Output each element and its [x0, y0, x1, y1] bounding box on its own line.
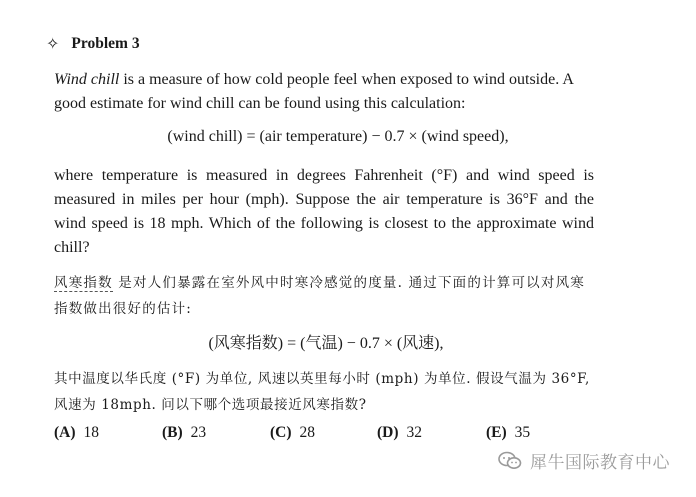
chinese-term: 风寒指数	[54, 275, 113, 291]
choice-c-label: (C)	[270, 424, 292, 441]
choice-b[interactable]	[162, 424, 206, 442]
choice-e-value: 35	[514, 424, 531, 441]
choice-d-value: 32	[406, 424, 423, 441]
choice-d-label: (D)	[377, 424, 399, 441]
choice-b-value: 23	[190, 424, 207, 441]
watermark-text: 犀牛国际教育中心	[530, 453, 670, 473]
choice-b-label: (B)	[162, 424, 183, 441]
english-term: Wind chill	[54, 71, 120, 88]
choice-c-value: 28	[299, 424, 316, 441]
english-formula: (wind chill) = (air temperature) − 0.7 × (wind speed),	[167, 128, 509, 145]
chinese-intro-text: 是对人们暴露在室外风中时寒冷感觉的度量. 通过下面的计算可以对风寒指数做出很好的估计:	[54, 275, 585, 317]
wechat-icon	[498, 451, 522, 471]
choice-a-label: (A)	[54, 424, 76, 441]
chinese-intro	[54, 270, 594, 322]
problem-heading	[46, 34, 140, 53]
choice-a-value: 18	[83, 424, 100, 441]
english-body: where temperature is measured in degrees Fahrenheit (°F) and wind speed is measured in miles per hour (mph). Suppose the air temperature is 36°F and the wind speed is 18 mph. Which of the following is closest to the approximate wind chill?	[54, 167, 594, 256]
problem-title: Problem 3	[71, 34, 140, 52]
choice-c[interactable]	[270, 424, 315, 442]
diamond-bullet-icon: ✧	[46, 34, 60, 53]
choice-e[interactable]	[486, 424, 530, 442]
english-intro-text: is a measure of how cold people feel when exposed to wind outside. A good estimate for wind chill can be found using this calculation:	[54, 71, 573, 112]
choice-e-label: (E)	[486, 424, 507, 441]
chinese-formula: (风寒指数) = (气温) − 0.7 × (风速),	[208, 335, 444, 352]
choice-a[interactable]	[54, 424, 99, 442]
choice-d[interactable]	[377, 424, 422, 442]
chinese-body: 其中温度以华氏度 (°F) 为单位, 风速以英里每小时 (mph) 为单位. 假设气温为 36°F, 风速为 18mph. 问以下哪个选项最接近风寒指数?	[54, 371, 590, 413]
watermark	[498, 448, 670, 473]
english-intro	[54, 68, 594, 116]
